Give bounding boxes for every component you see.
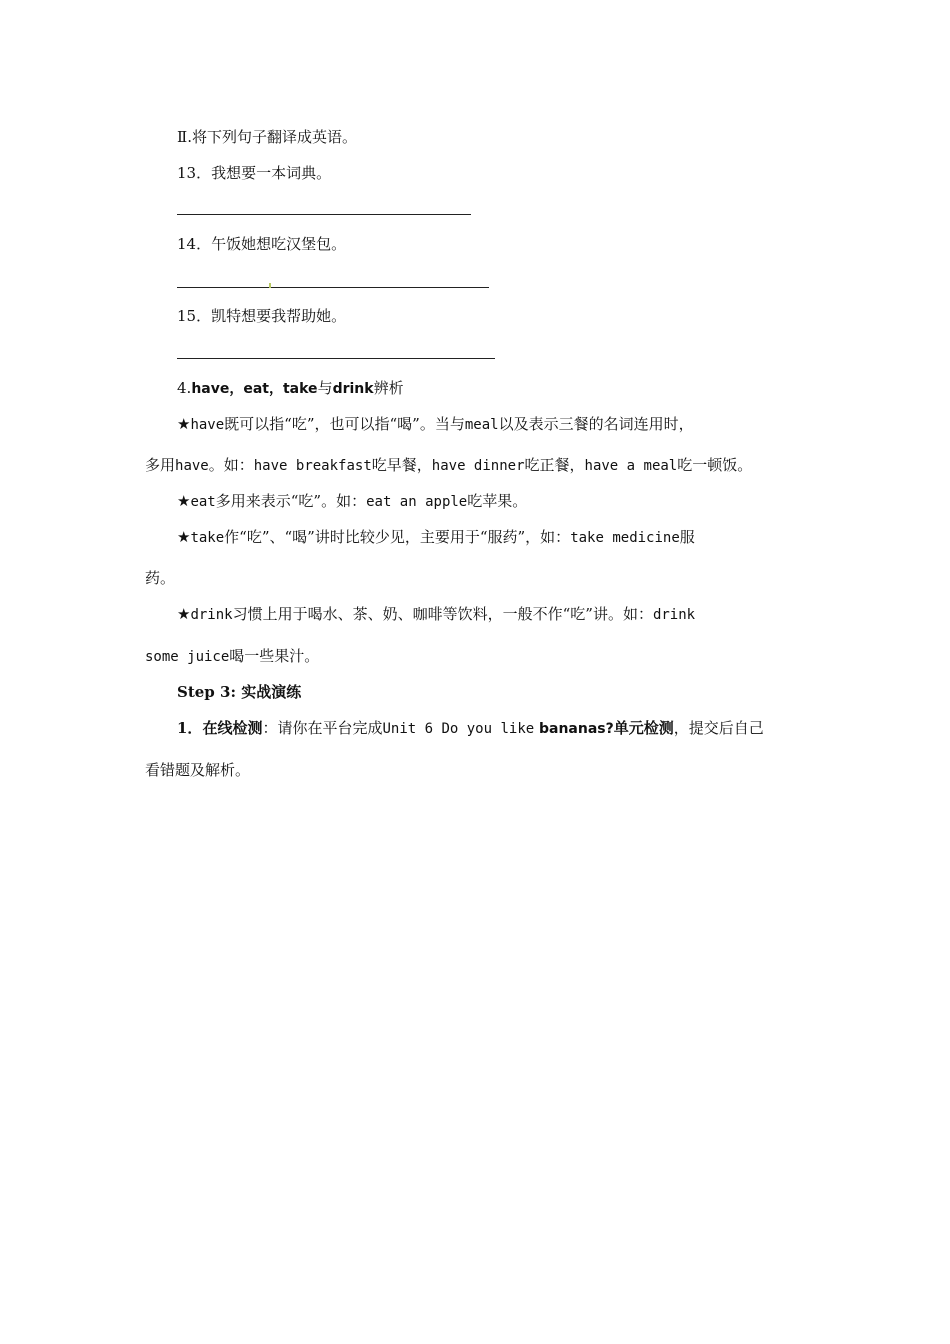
- take-text-1: 作“吃”、“喝”讲时比较少见，主要用于“服药”，如：: [224, 528, 571, 546]
- question-13: 13．我想要一本词典。: [177, 164, 332, 182]
- step-3-item-1: [177, 718, 764, 739]
- drink-line-2: [145, 646, 319, 667]
- drink-text-2: 喝一些果汁。: [229, 647, 320, 665]
- eat-example: eat an apple: [366, 494, 468, 510]
- answer-line-14[interactable]: [177, 287, 489, 288]
- take-text-2: 服: [679, 528, 695, 546]
- eat-line: [177, 491, 527, 512]
- question-14: 14．午饭她想吃汉堡包。: [177, 235, 347, 253]
- take-example: take medicine: [570, 530, 680, 546]
- have-l2-e: 吃一顿饭。: [677, 456, 753, 474]
- star-icon: ★: [177, 605, 191, 623]
- point-4-yu: 与: [317, 379, 333, 397]
- point-4-tail: 辨析: [373, 379, 404, 397]
- point-4-heading: [177, 378, 404, 399]
- drink-example-2: some juice: [145, 649, 230, 665]
- online-test-label: 在线检测: [202, 719, 263, 737]
- unit-test-label: 单元检测: [613, 719, 674, 737]
- star-icon: ★: [177, 492, 191, 510]
- drink-line-1: [177, 604, 695, 625]
- step-3-item-1-line-2: 看错题及解析。: [145, 761, 251, 779]
- point-4-drink: drink: [332, 381, 374, 397]
- have-example-1: have breakfast: [253, 458, 372, 474]
- have-text-2: 以及表示三餐的名词连用时，: [498, 415, 694, 433]
- have-word: have: [190, 417, 225, 433]
- have-l2-c: 吃早餐，: [371, 456, 432, 474]
- unit-title-bananas: bananas?: [538, 721, 614, 737]
- answer-line-13[interactable]: [177, 214, 471, 215]
- take-word: take: [190, 530, 225, 546]
- have-line-1: [177, 414, 694, 435]
- drink-word: drink: [190, 607, 233, 623]
- star-icon: ★: [177, 415, 191, 433]
- eat-word: eat: [190, 494, 216, 510]
- drink-text-1: 习惯上用于喝水、茶、奶、咖啡等饮料，一般不作“吃”讲。如：: [232, 605, 653, 623]
- item-text-2: ，提交后自己: [673, 719, 764, 737]
- have-example-3: have a meal: [584, 458, 678, 474]
- unit-title: Unit 6 Do you like: [382, 721, 535, 737]
- star-icon: ★: [177, 528, 191, 546]
- have-example-2: have dinner: [431, 458, 525, 474]
- question-15: 15．凯特想要我帮助她。: [177, 307, 347, 325]
- have-line-2: [145, 455, 752, 476]
- drink-example-1: drink: [652, 607, 696, 623]
- section-title: Ⅱ.将下列句子翻译成英语。: [177, 128, 357, 146]
- take-line-2: 药。: [145, 569, 176, 587]
- eat-text-2: 吃苹果。: [467, 492, 528, 510]
- item-text-1: ：请你在平台完成: [262, 719, 383, 737]
- item-number: 1．: [177, 719, 203, 737]
- have-text-1: 既可以指“吃”，也可以指“喝”。当与: [224, 415, 465, 433]
- have-l2-word: have: [175, 458, 209, 474]
- stray-mark: [269, 283, 271, 288]
- meal-word: meal: [464, 417, 499, 433]
- have-l2-d: 吃正餐，: [524, 456, 585, 474]
- step-3-title: Step 3: 实战演练: [177, 683, 302, 701]
- point-4-number: 4.: [177, 379, 192, 397]
- eat-text-1: 多用来表示“吃”。如：: [215, 492, 367, 510]
- have-l2-a: 多用: [145, 456, 176, 474]
- have-l2-b: 。如：: [208, 456, 254, 474]
- take-line-1: [177, 527, 695, 548]
- answer-line-15[interactable]: [177, 358, 495, 359]
- point-4-words: have，eat，take: [191, 381, 318, 397]
